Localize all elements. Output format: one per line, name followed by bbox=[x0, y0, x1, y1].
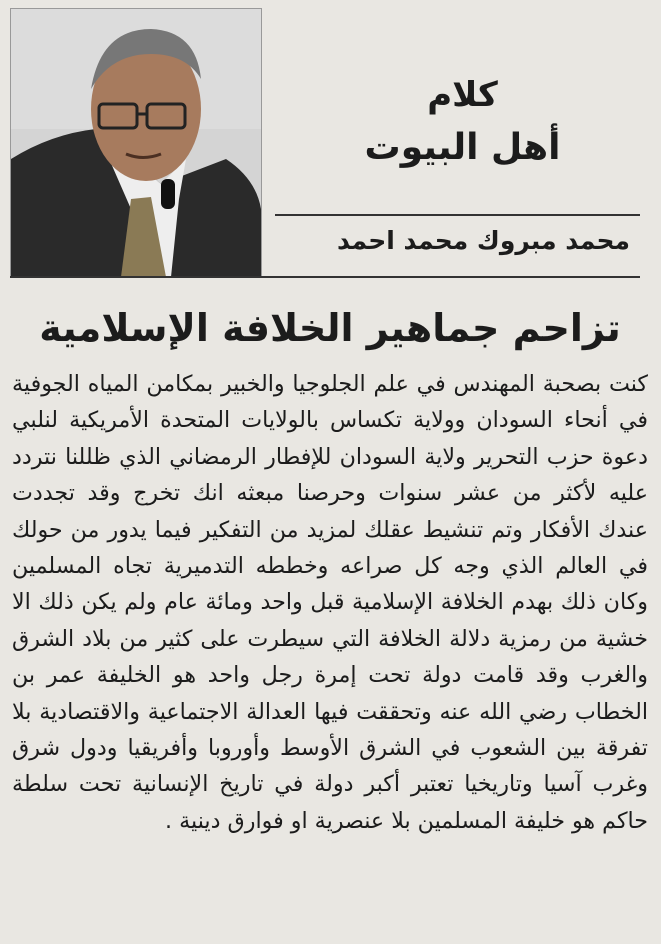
byline-top-rule bbox=[275, 214, 640, 216]
author-portrait-image bbox=[11, 9, 261, 277]
byline-bottom-rule bbox=[10, 276, 640, 278]
author-photo bbox=[10, 8, 262, 278]
column-title bbox=[285, 75, 640, 171]
column-title-line2: أهل البيوت bbox=[364, 127, 561, 168]
article-headline: تزاحم جماهير الخلافة الإسلامية bbox=[39, 306, 621, 350]
article-paragraph: كنت بصحبة المهندس في علم الجلوجيا والخبير بمكامن المياه الجوفية في أنحاء السودان وولاية تكساس بالولايات المتحدة الأمريكية لنلبي دعوة حزب التحرير ولاية السودان للإفطار الرمضاني الذي ظللنا نتردد عليه لأكثر من عشر سنوات وحرصنا مبعثه انك تخرج وقد تجددت عندك الأفكار وتم تنشيط عقلك لمزيد من التفكير فيما يدور من حولك في العالم الذي وجه كل صراعه وخططه التدميرية تجاه المسلمين وكان ذلك بهدم الخلافة الإسلامية قبل واحد ومائة عام ولم يكن ذلك الا خشية من رمزية دلالة الخلافة التي سيطرت على كثير من بلاد الشرق والغرب وقد قامت دولة تحت إمرة رجل واحد هو الخليفة عمر بن الخطاب رضي الله عنه وتحققت فيها العدالة الاجتماعية والاقتصادية بلا تفرقة بين الشعوب في الشرق الأوسط وأوروبا وأفريقيا ودول شرق وغرب آسيا وتاريخيا تعتبر أكبر دولة في تاريخ الإنسانية تحت سلطة حاكم هو خليفة المسلمين بلا عنصرية او فوارق دينية . bbox=[12, 371, 648, 834]
column-title-line1: كلام bbox=[427, 75, 498, 115]
article-body bbox=[12, 366, 648, 839]
author-byline: محمد مبروك محمد احمد bbox=[337, 226, 630, 255]
